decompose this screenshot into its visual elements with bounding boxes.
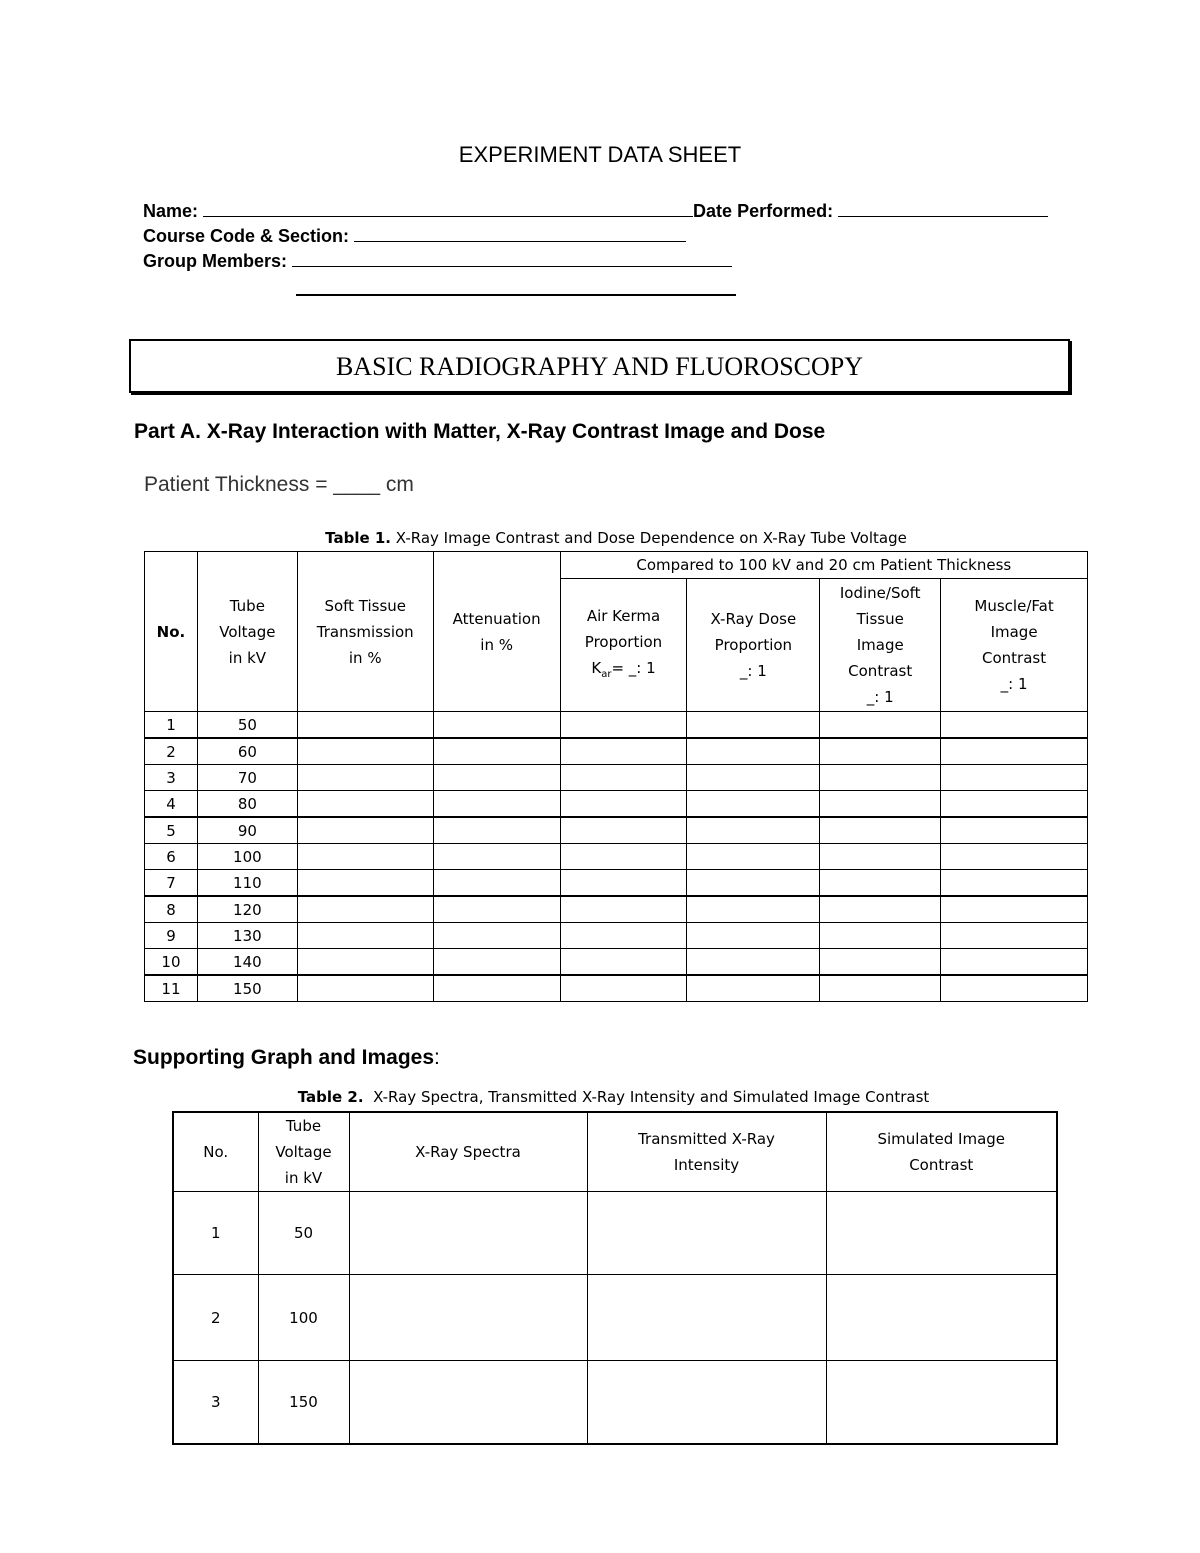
table-row <box>145 817 1088 844</box>
row-kv: 130 <box>197 923 297 949</box>
data-entry-cell[interactable] <box>941 765 1088 791</box>
t2-col-transmitted-header: Transmitted X-Ray Intensity <box>587 1112 826 1192</box>
data-entry-cell[interactable] <box>687 817 820 844</box>
data-entry-cell[interactable] <box>820 870 941 897</box>
data-entry-cell[interactable] <box>560 870 687 897</box>
data-entry-cell[interactable] <box>297 791 433 818</box>
data-entry-cell[interactable] <box>297 975 433 1002</box>
data-entry-cell[interactable] <box>687 765 820 791</box>
data-entry-cell[interactable] <box>349 1275 587 1361</box>
data-entry-cell[interactable] <box>297 896 433 923</box>
table-row <box>145 712 1088 739</box>
row-no: 8 <box>145 896 198 923</box>
col-muscle-header: Muscle/Fat Image Contrast _: 1 <box>941 579 1088 712</box>
data-entry-cell[interactable] <box>820 765 941 791</box>
data-entry-cell[interactable] <box>687 896 820 923</box>
row-no: 11 <box>145 975 198 1002</box>
table1-caption: Table 1. X-Ray Image Contrast and Dose Dependence on X-Ray Tube Voltage <box>325 529 907 547</box>
t2-col-simulated-header: Simulated Image Contrast <box>826 1112 1057 1192</box>
data-entry-cell[interactable] <box>433 712 560 739</box>
row-no: 3 <box>145 765 198 791</box>
table-row <box>145 738 1088 765</box>
data-entry-cell[interactable] <box>826 1361 1057 1445</box>
col-air-kerma-header: Air Kerma Proportion $K_{ar}=$ _: 1 <box>560 579 687 712</box>
group-members-field-1[interactable] <box>292 250 732 267</box>
supporting-heading: Supporting Graph and Images: <box>133 1046 440 1069</box>
data-entry-cell[interactable] <box>687 712 820 739</box>
data-entry-cell[interactable] <box>820 923 941 949</box>
data-entry-cell[interactable] <box>941 738 1088 765</box>
data-entry-cell[interactable] <box>820 949 941 976</box>
table-row <box>173 1361 1057 1445</box>
name-date-row <box>143 200 1048 221</box>
row-kv: 150 <box>197 975 297 1002</box>
data-entry-cell[interactable] <box>941 896 1088 923</box>
data-entry-cell[interactable] <box>941 923 1088 949</box>
col-dose-header: X-Ray Dose Proportion _: 1 <box>687 579 820 712</box>
row-no: 10 <box>145 949 198 976</box>
data-entry-cell[interactable] <box>560 844 687 870</box>
table-row <box>145 870 1088 897</box>
row-no: 1 <box>173 1192 258 1275</box>
course-label: Course Code & Section: <box>143 226 350 246</box>
data-entry-cell[interactable] <box>297 870 433 897</box>
patient-thickness: Patient Thickness = ____ cm <box>144 473 414 496</box>
data-entry-cell[interactable] <box>433 896 560 923</box>
row-no: 1 <box>145 712 198 739</box>
t2-col-no-header: No. <box>173 1112 258 1192</box>
row-no: 5 <box>145 817 198 844</box>
data-entry-cell[interactable] <box>820 817 941 844</box>
table-row <box>173 1275 1057 1361</box>
data-entry-cell[interactable] <box>687 791 820 818</box>
data-entry-cell[interactable] <box>297 923 433 949</box>
row-no: 3 <box>173 1361 258 1445</box>
col-iodine-header: Iodine/Soft Tissue Image Contrast _: 1 <box>820 579 941 712</box>
data-entry-cell[interactable] <box>433 765 560 791</box>
data-entry-cell[interactable] <box>820 844 941 870</box>
row-no: 6 <box>145 844 198 870</box>
row-kv: 80 <box>197 791 297 818</box>
date-performed-field[interactable] <box>838 200 1048 217</box>
table-row <box>145 791 1088 818</box>
data-entry-cell[interactable] <box>560 791 687 818</box>
data-entry-cell[interactable] <box>433 791 560 818</box>
data-entry-cell[interactable] <box>941 949 1088 976</box>
course-row <box>143 225 686 246</box>
data-entry-cell[interactable] <box>820 896 941 923</box>
date-performed-label: Date Performed: <box>693 201 834 221</box>
table-row <box>145 949 1088 976</box>
row-kv: 50 <box>197 712 297 739</box>
data-entry-cell[interactable] <box>820 791 941 818</box>
data-entry-cell[interactable] <box>560 949 687 976</box>
data-entry-cell[interactable] <box>560 975 687 1002</box>
row-no: 4 <box>145 791 198 818</box>
row-kv: 50 <box>258 1192 349 1275</box>
row-no: 9 <box>145 923 198 949</box>
table-row <box>145 975 1088 1002</box>
row-kv: 60 <box>197 738 297 765</box>
group-header: Compared to 100 kV and 20 cm Patient Thickness <box>560 552 1087 579</box>
row-kv: 70 <box>197 765 297 791</box>
data-entry-cell[interactable] <box>687 870 820 897</box>
data-entry-cell[interactable] <box>941 712 1088 739</box>
data-entry-cell[interactable] <box>560 738 687 765</box>
data-entry-cell[interactable] <box>297 765 433 791</box>
row-no: 7 <box>145 870 198 897</box>
data-entry-cell[interactable] <box>826 1192 1057 1275</box>
data-entry-cell[interactable] <box>687 949 820 976</box>
data-entry-cell[interactable] <box>297 949 433 976</box>
data-entry-cell[interactable] <box>587 1361 826 1445</box>
data-entry-cell[interactable] <box>433 975 560 1002</box>
col-no-header: No. <box>145 552 198 712</box>
row-kv: 100 <box>258 1275 349 1361</box>
row-kv: 90 <box>197 817 297 844</box>
data-entry-cell[interactable] <box>687 738 820 765</box>
row-kv: 120 <box>197 896 297 923</box>
data-entry-cell[interactable] <box>560 896 687 923</box>
data-entry-cell[interactable] <box>433 844 560 870</box>
row-kv: 110 <box>197 870 297 897</box>
data-entry-cell[interactable] <box>560 765 687 791</box>
row-kv: 140 <box>197 949 297 976</box>
data-entry-cell[interactable] <box>297 738 433 765</box>
data-entry-cell[interactable] <box>349 1361 587 1445</box>
data-entry-cell[interactable] <box>587 1192 826 1275</box>
data-entry-cell[interactable] <box>941 844 1088 870</box>
col-voltage-header: Tube Voltage in kV <box>197 552 297 712</box>
data-entry-cell[interactable] <box>560 923 687 949</box>
group-members-field-2[interactable] <box>296 294 736 296</box>
name-field[interactable] <box>203 200 693 217</box>
data-entry-cell[interactable] <box>297 844 433 870</box>
data-entry-cell[interactable] <box>433 949 560 976</box>
data-entry-cell[interactable] <box>587 1275 826 1361</box>
data-entry-cell[interactable] <box>297 712 433 739</box>
group-row <box>143 250 732 271</box>
data-entry-cell[interactable] <box>941 791 1088 818</box>
data-entry-cell[interactable] <box>297 817 433 844</box>
row-kv: 150 <box>258 1361 349 1445</box>
data-entry-cell[interactable] <box>687 975 820 1002</box>
table1 <box>144 551 1088 1002</box>
data-entry-cell[interactable] <box>820 712 941 739</box>
data-entry-cell[interactable] <box>941 975 1088 1002</box>
col-soft-tissue-header: Soft Tissue Transmission in % <box>297 552 433 712</box>
data-entry-cell[interactable] <box>820 738 941 765</box>
table-row <box>145 765 1088 791</box>
group-members-label: Group Members: <box>143 251 288 271</box>
course-field[interactable] <box>354 225 686 242</box>
data-entry-cell[interactable] <box>826 1275 1057 1361</box>
table2-caption: Table 2. X-Ray Spectra, Transmitted X-Ray Intensity and Simulated Image Contrast <box>297 1088 930 1106</box>
table2 <box>172 1111 1058 1445</box>
data-entry-cell[interactable] <box>433 870 560 897</box>
row-no: 2 <box>173 1275 258 1361</box>
data-entry-cell[interactable] <box>433 738 560 765</box>
col-attenuation-header: Attenuation in % <box>433 552 560 712</box>
page-title: EXPERIMENT DATA SHEET <box>458 142 742 167</box>
table-row <box>145 896 1088 923</box>
t2-col-voltage-header: Tube Voltage in kV <box>258 1112 349 1192</box>
section-banner: BASIC RADIOGRAPHY AND FLUOROSCOPY <box>129 339 1070 393</box>
part-a-heading: Part A. X-Ray Interaction with Matter, X-Ray Contrast Image and Dose <box>134 420 826 443</box>
data-entry-cell[interactable] <box>687 923 820 949</box>
data-entry-cell[interactable] <box>687 844 820 870</box>
row-no: 2 <box>145 738 198 765</box>
table-row <box>145 844 1088 870</box>
data-entry-cell[interactable] <box>433 923 560 949</box>
data-entry-cell[interactable] <box>941 817 1088 844</box>
data-entry-cell[interactable] <box>560 712 687 739</box>
data-entry-cell[interactable] <box>433 817 560 844</box>
table-row <box>173 1192 1057 1275</box>
data-entry-cell[interactable] <box>560 817 687 844</box>
data-entry-cell[interactable] <box>941 870 1088 897</box>
name-label: Name: <box>143 201 199 221</box>
table-row <box>145 923 1088 949</box>
t2-col-spectra-header: X-Ray Spectra <box>349 1112 587 1192</box>
row-kv: 100 <box>197 844 297 870</box>
data-entry-cell[interactable] <box>820 975 941 1002</box>
data-entry-cell[interactable] <box>349 1192 587 1275</box>
